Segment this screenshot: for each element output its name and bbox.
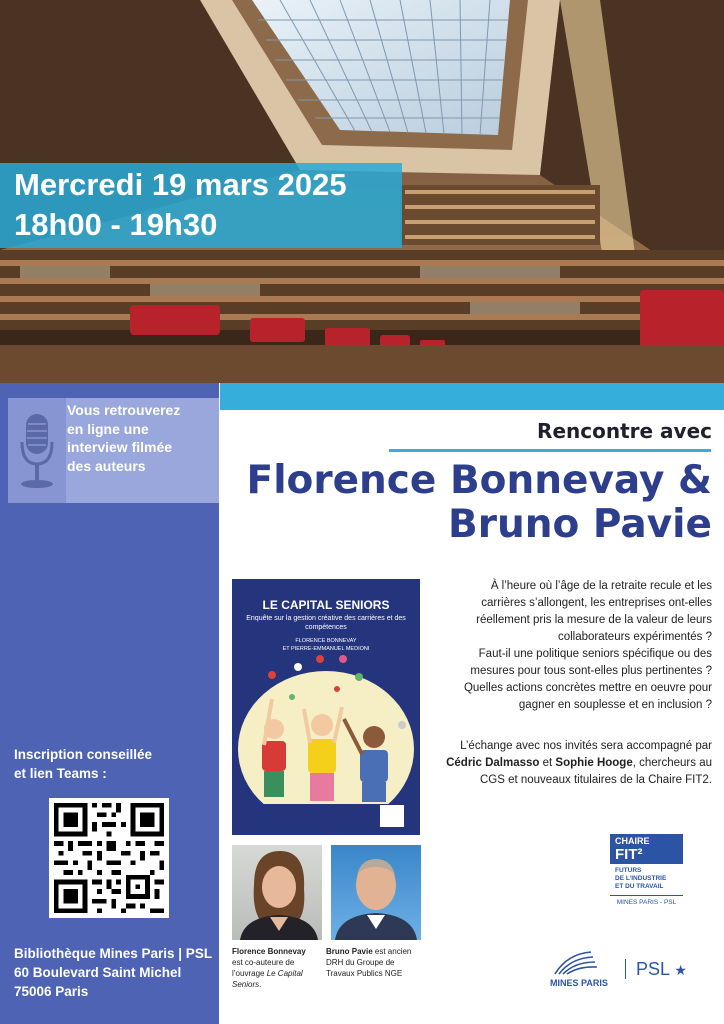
book-subtitle: Enquête sur la gestion créative des carrières et des compétences xyxy=(246,615,406,631)
promo-line: Vous retrouverez xyxy=(67,402,181,418)
chaire-footer: MINES PARIS - PSL xyxy=(616,899,677,906)
registration-text xyxy=(14,745,152,783)
qr-code-pattern xyxy=(49,798,169,918)
speakers-heading-line2: Bruno Pavie xyxy=(448,502,712,547)
chaire-divider xyxy=(610,895,683,896)
promo-line: en ligne une xyxy=(67,420,149,437)
psl-star-icon: ★ xyxy=(674,962,687,978)
description-line: Faut-il une politique seniors spécifique ou des xyxy=(478,648,712,660)
chaire-name: FIT² xyxy=(615,846,643,863)
chaire-subtitle-line: FUTURS xyxy=(615,867,642,874)
qr-code[interactable] xyxy=(49,798,169,918)
description-line: collaborateurs expérimentés ? xyxy=(557,631,712,643)
heading-rule xyxy=(389,449,711,452)
event-date: Mercredi 19 mars 2025 xyxy=(14,167,347,202)
promo-line: interview filmée xyxy=(67,439,173,455)
description-line: Quelles actions concrètes mettre en oeuvre pour xyxy=(463,682,712,694)
caption-text: est ancien xyxy=(372,947,412,956)
subheading: Rencontre avec xyxy=(537,419,712,443)
description-intro xyxy=(430,578,712,714)
book-author-line: ET PIERRE-EMMANUEL MEDIONI xyxy=(282,646,370,652)
description-line: carrières s’allongent, les entreprises ont-elles xyxy=(481,597,712,609)
caption-line: Travaux Publics NGE xyxy=(326,969,403,978)
description-line: L’échange avec nos invités sera accompagné par xyxy=(460,740,712,752)
caption-name: Bruno Pavie xyxy=(326,947,373,956)
logo-divider xyxy=(625,959,626,979)
caption-text: l’ouvrage xyxy=(232,969,267,978)
chaire-subtitle xyxy=(615,867,666,891)
portrait-bruno-pavie xyxy=(331,845,421,940)
mines-paris-label: MINES PARIS xyxy=(550,978,608,988)
description-line: gagner en souplesse et en inclusion ? xyxy=(518,699,712,711)
chaire-label: CHAIRE xyxy=(615,836,650,846)
portrait-illustration xyxy=(232,845,322,940)
address-line: Bibliothèque Mines Paris | PSL xyxy=(14,946,213,961)
psl-label: PSL xyxy=(636,959,670,979)
hero-library-photo xyxy=(0,0,724,383)
registration-line: Inscription conseillée xyxy=(14,747,153,762)
portrait-florence-bonnevay xyxy=(232,845,322,940)
address-line: 75006 Paris xyxy=(14,984,89,999)
interview-promo-text xyxy=(67,401,217,475)
address-block xyxy=(14,944,212,1001)
researcher-name: Cédric Dalmasso xyxy=(446,757,540,769)
book-title: LE CAPITAL SENIORS xyxy=(262,598,390,612)
book-authors xyxy=(246,637,406,653)
description-connector: , chercheurs au xyxy=(632,757,712,769)
event-time: 18h00 - 19h30 xyxy=(14,207,218,242)
microphone-icon-box xyxy=(8,398,66,503)
book-author-line: FLORENCE BONNEVAY xyxy=(295,638,357,644)
researcher-name: Sophie Hooge xyxy=(555,757,633,769)
caption-florence xyxy=(232,946,324,990)
chaire-subtitle-line: ET DU TRAVAIL xyxy=(615,883,664,890)
caption-book-title: Le Capital Seniors xyxy=(232,969,303,989)
description-line: CGS et nouveaux titulaires de la Chaire FIT2. xyxy=(479,774,712,786)
description-exchange xyxy=(430,738,712,789)
accent-bar xyxy=(220,383,724,410)
microphone-icon xyxy=(8,398,66,503)
description-line: À l’heure où l’âge de la retraite recule et les xyxy=(490,580,712,592)
speakers-heading-line1: Florence Bonnevay & xyxy=(246,458,712,503)
description-line: mesures pour tous sont-elles plus pertinentes ? xyxy=(470,665,712,677)
address-line: 60 Boulevard Saint Michel xyxy=(14,965,182,980)
promo-line: des auteurs xyxy=(67,457,146,474)
psl-logo xyxy=(636,959,687,980)
portrait-illustration xyxy=(331,845,421,940)
book-cover xyxy=(232,579,420,835)
description-line xyxy=(430,755,712,772)
chaire-subtitle-line: DE L’INDUSTRIE xyxy=(615,875,667,882)
caption-line xyxy=(232,968,324,990)
description-line: réellement pris la mesure de la valeur de leurs xyxy=(476,614,712,626)
description-connector: et xyxy=(539,757,556,769)
caption-line: est co-auteure de xyxy=(232,958,295,967)
mines-paris-logo xyxy=(553,948,613,978)
registration-line: et lien Teams : xyxy=(14,766,107,781)
caption-text: . xyxy=(259,980,262,989)
caption-line: DRH du Groupe de xyxy=(326,958,395,967)
caption-name: Florence Bonnevay xyxy=(232,947,306,956)
caption-bruno xyxy=(326,946,418,979)
